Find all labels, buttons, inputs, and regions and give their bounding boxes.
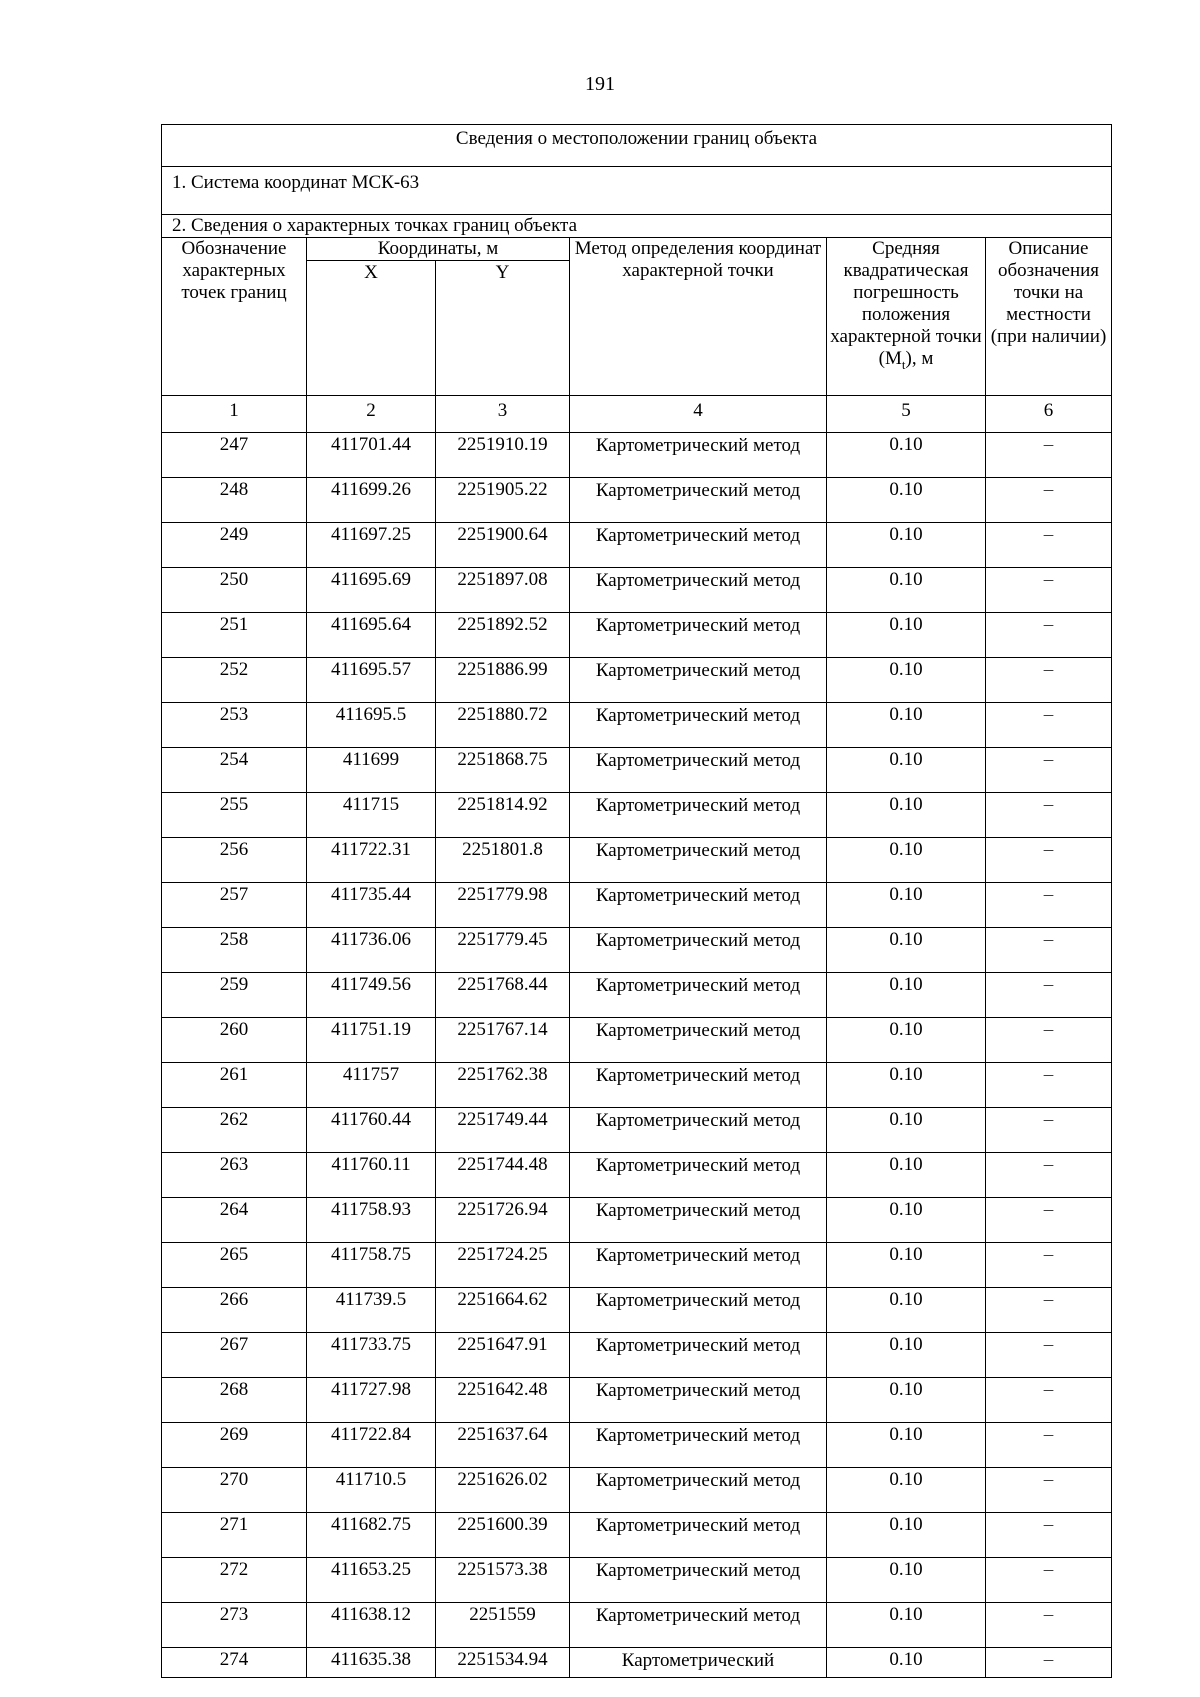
method-cell: Картометрический метод (570, 433, 827, 478)
point-id-cell: 272 (162, 1558, 307, 1603)
error-cell: 0.10 (827, 523, 986, 568)
description-cell: – (986, 613, 1112, 658)
description-cell: – (986, 793, 1112, 838)
point-id-cell: 247 (162, 433, 307, 478)
coordinate-x-cell: 411739.5 (307, 1288, 436, 1333)
point-id-cell: 253 (162, 703, 307, 748)
coordinate-x-cell: 411695.69 (307, 568, 436, 613)
table-row (162, 1378, 1112, 1423)
table-row (162, 1603, 1112, 1648)
header-x: X (307, 261, 436, 396)
error-cell: 0.10 (827, 658, 986, 703)
column-number: 1 (162, 396, 307, 433)
coordinate-y-cell: 2251559 (436, 1603, 570, 1648)
coordinate-y-cell: 2251779.45 (436, 928, 570, 973)
method-cell: Картометрический метод (570, 703, 827, 748)
description-cell: – (986, 928, 1112, 973)
description-cell: – (986, 1288, 1112, 1333)
point-id-cell: 269 (162, 1423, 307, 1468)
coordinate-y-cell: 2251647.91 (436, 1333, 570, 1378)
description-cell: – (986, 658, 1112, 703)
description-cell: – (986, 1018, 1112, 1063)
coordinate-y-cell: 2251724.25 (436, 1243, 570, 1288)
coordinate-x-cell: 411701.44 (307, 433, 436, 478)
method-cell: Картометрический метод (570, 973, 827, 1018)
description-cell: – (986, 1108, 1112, 1153)
header-error (827, 238, 986, 396)
coordinate-x-cell: 411695.57 (307, 658, 436, 703)
table-row (162, 613, 1112, 658)
point-id-cell: 258 (162, 928, 307, 973)
method-cell: Картометрический метод (570, 1018, 827, 1063)
point-id-cell: 257 (162, 883, 307, 928)
description-cell: – (986, 1153, 1112, 1198)
coordinate-x-cell: 411695.5 (307, 703, 436, 748)
coordinate-y-cell: 2251664.62 (436, 1288, 570, 1333)
coordinate-x-cell: 411697.25 (307, 523, 436, 568)
coordinate-y-cell: 2251905.22 (436, 478, 570, 523)
table-row (162, 1108, 1112, 1153)
point-id-cell: 248 (162, 478, 307, 523)
header-y: Y (436, 261, 570, 396)
table-row (162, 1018, 1112, 1063)
description-cell: – (986, 523, 1112, 568)
method-cell: Картометрический метод (570, 748, 827, 793)
coordinate-x-cell: 411695.64 (307, 613, 436, 658)
point-id-cell: 262 (162, 1108, 307, 1153)
method-cell: Картометрический метод (570, 523, 827, 568)
table-row (162, 883, 1112, 928)
error-cell: 0.10 (827, 1288, 986, 1333)
description-cell: – (986, 973, 1112, 1018)
coordinate-y-cell: 2251900.64 (436, 523, 570, 568)
table-row (162, 1288, 1112, 1333)
coordinate-y-cell: 2251767.14 (436, 1018, 570, 1063)
coordinate-x-cell: 411751.19 (307, 1018, 436, 1063)
coordinate-y-cell: 2251880.72 (436, 703, 570, 748)
error-cell: 0.10 (827, 838, 986, 883)
method-cell: Картометрический метод (570, 1423, 827, 1468)
coordinate-y-cell: 2251726.94 (436, 1198, 570, 1243)
method-cell: Картометрический метод (570, 568, 827, 613)
table-row (162, 1468, 1112, 1513)
coordinate-x-cell: 411735.44 (307, 883, 436, 928)
table-row (162, 658, 1112, 703)
header-error-unit: ), м (905, 348, 934, 369)
coordinate-x-cell: 411749.56 (307, 973, 436, 1018)
points-section-title: 2. Сведения о характерных точках границ объекта (162, 215, 1112, 238)
point-id-cell: 273 (162, 1603, 307, 1648)
point-id-cell: 251 (162, 613, 307, 658)
table-row (162, 1558, 1112, 1603)
table-row (162, 523, 1112, 568)
error-cell: 0.10 (827, 703, 986, 748)
error-cell: 0.10 (827, 1153, 986, 1198)
point-id-cell: 249 (162, 523, 307, 568)
coordinate-y-cell: 2251897.08 (436, 568, 570, 613)
column-number: 6 (986, 396, 1112, 433)
point-id-cell: 263 (162, 1153, 307, 1198)
coordinate-y-cell: 2251910.19 (436, 433, 570, 478)
table-row (162, 1063, 1112, 1108)
method-cell: Картометрический метод (570, 658, 827, 703)
coordinate-x-cell: 411757 (307, 1063, 436, 1108)
error-cell: 0.10 (827, 1468, 986, 1513)
coordinate-x-cell: 411722.31 (307, 838, 436, 883)
coordinate-x-cell: 411758.75 (307, 1243, 436, 1288)
method-cell: Картометрический метод (570, 1333, 827, 1378)
method-cell: Картометрический метод (570, 1198, 827, 1243)
coordinate-x-cell: 411758.93 (307, 1198, 436, 1243)
method-cell: Картометрический метод (570, 1603, 827, 1648)
coordinate-x-cell: 411638.12 (307, 1603, 436, 1648)
coordinate-x-cell: 411635.38 (307, 1648, 436, 1678)
coordinate-x-cell: 411653.25 (307, 1558, 436, 1603)
coordinate-y-cell: 2251814.92 (436, 793, 570, 838)
description-cell: – (986, 1558, 1112, 1603)
point-id-cell: 265 (162, 1243, 307, 1288)
table-title: Сведения о местоположении границ объекта (162, 125, 1112, 167)
coordinate-x-cell: 411760.11 (307, 1153, 436, 1198)
table-row (162, 928, 1112, 973)
method-cell: Картометрический метод (570, 928, 827, 973)
error-cell: 0.10 (827, 793, 986, 838)
point-id-cell: 259 (162, 973, 307, 1018)
method-cell: Картометрический метод (570, 1288, 827, 1333)
point-id-cell: 255 (162, 793, 307, 838)
point-id-cell: 260 (162, 1018, 307, 1063)
coordinate-y-cell: 2251749.44 (436, 1108, 570, 1153)
table-row (162, 1423, 1112, 1468)
coordinate-x-cell: 411715 (307, 793, 436, 838)
coordinate-y-cell: 2251744.48 (436, 1153, 570, 1198)
header-error-text: Средняя квадратическая погрешность положения характерной точки (M (830, 238, 982, 369)
point-id-cell: 264 (162, 1198, 307, 1243)
description-cell: – (986, 1378, 1112, 1423)
coordinate-x-cell: 411682.75 (307, 1513, 436, 1558)
coordinate-system: 1. Система координат МСК-63 (162, 167, 1112, 215)
method-cell: Картометрический метод (570, 1468, 827, 1513)
point-id-cell: 254 (162, 748, 307, 793)
method-cell: Картометрический метод (570, 883, 827, 928)
column-numbers-row (162, 396, 1112, 433)
coordinate-x-cell: 411710.5 (307, 1468, 436, 1513)
point-id-cell: 256 (162, 838, 307, 883)
table-row (162, 568, 1112, 613)
description-cell: – (986, 478, 1112, 523)
point-id-cell: 268 (162, 1378, 307, 1423)
description-cell: – (986, 568, 1112, 613)
point-id-cell: 261 (162, 1063, 307, 1108)
page-number: 191 (585, 73, 615, 95)
coordinate-y-cell: 2251642.48 (436, 1378, 570, 1423)
coordinate-y-cell: 2251801.8 (436, 838, 570, 883)
method-cell: Картометрический метод (570, 478, 827, 523)
point-id-cell: 274 (162, 1648, 307, 1678)
method-cell: Картометрический метод (570, 1153, 827, 1198)
error-cell: 0.10 (827, 748, 986, 793)
coordinate-y-cell: 2251626.02 (436, 1468, 570, 1513)
coordinate-y-cell: 2251573.38 (436, 1558, 570, 1603)
error-cell: 0.10 (827, 1558, 986, 1603)
method-cell: Картометрический метод (570, 838, 827, 883)
point-id-cell: 267 (162, 1333, 307, 1378)
error-cell: 0.10 (827, 928, 986, 973)
header-coordinates: Координаты, м (307, 238, 570, 261)
error-cell: 0.10 (827, 1423, 986, 1468)
header-error-subscript: t (901, 356, 906, 372)
method-cell: Картометрический метод (570, 793, 827, 838)
description-cell: – (986, 838, 1112, 883)
error-cell: 0.10 (827, 1603, 986, 1648)
coordinate-y-cell: 2251534.94 (436, 1648, 570, 1678)
description-cell: – (986, 1423, 1112, 1468)
description-cell: – (986, 703, 1112, 748)
table-row (162, 1513, 1112, 1558)
column-number: 4 (570, 396, 827, 433)
error-cell: 0.10 (827, 1333, 986, 1378)
coordinate-y-cell: 2251762.38 (436, 1063, 570, 1108)
error-cell: 0.10 (827, 1378, 986, 1423)
coordinate-x-cell: 411760.44 (307, 1108, 436, 1153)
header-method: Метод определения координат характерной точки (570, 238, 827, 396)
error-cell: 0.10 (827, 1063, 986, 1108)
table-row (162, 1198, 1112, 1243)
description-cell: – (986, 433, 1112, 478)
method-cell: Картометрический метод (570, 613, 827, 658)
header-designation: Обозначение характерных точек границ (162, 238, 307, 396)
table-row (162, 838, 1112, 883)
coordinate-y-cell: 2251779.98 (436, 883, 570, 928)
header-description: Описание обозначения точки на местности (при наличии) (986, 238, 1112, 396)
point-id-cell: 266 (162, 1288, 307, 1333)
coordinate-y-cell: 2251600.39 (436, 1513, 570, 1558)
table-row (162, 1648, 1112, 1678)
column-number: 2 (307, 396, 436, 433)
error-cell: 0.10 (827, 1198, 986, 1243)
method-cell: Картометрический метод (570, 1243, 827, 1288)
coordinate-x-cell: 411722.84 (307, 1423, 436, 1468)
coordinate-x-cell: 411699.26 (307, 478, 436, 523)
description-cell: – (986, 1603, 1112, 1648)
coordinate-y-cell: 2251868.75 (436, 748, 570, 793)
table-row (162, 1153, 1112, 1198)
table-row (162, 478, 1112, 523)
description-cell: – (986, 1468, 1112, 1513)
method-cell: Картометрический (570, 1648, 827, 1678)
table-row (162, 1243, 1112, 1288)
point-id-cell: 252 (162, 658, 307, 703)
coordinate-x-cell: 411699 (307, 748, 436, 793)
description-cell: – (986, 1648, 1112, 1678)
error-cell: 0.10 (827, 478, 986, 523)
column-number: 5 (827, 396, 986, 433)
description-cell: – (986, 748, 1112, 793)
point-id-cell: 271 (162, 1513, 307, 1558)
method-cell: Картометрический метод (570, 1558, 827, 1603)
error-cell: 0.10 (827, 883, 986, 928)
error-cell: 0.10 (827, 568, 986, 613)
description-cell: – (986, 1063, 1112, 1108)
error-cell: 0.10 (827, 613, 986, 658)
method-cell: Картометрический метод (570, 1513, 827, 1558)
error-cell: 0.10 (827, 433, 986, 478)
coordinate-x-cell: 411727.98 (307, 1378, 436, 1423)
description-cell: – (986, 1198, 1112, 1243)
coordinate-x-cell: 411733.75 (307, 1333, 436, 1378)
table-row (162, 1333, 1112, 1378)
point-id-cell: 250 (162, 568, 307, 613)
coordinate-y-cell: 2251768.44 (436, 973, 570, 1018)
description-cell: – (986, 1243, 1112, 1288)
column-number: 3 (436, 396, 570, 433)
description-cell: – (986, 1513, 1112, 1558)
error-cell: 0.10 (827, 1648, 986, 1678)
table-row (162, 703, 1112, 748)
table-row (162, 433, 1112, 478)
boundary-points-table (161, 124, 1112, 1678)
method-cell: Картометрический метод (570, 1063, 827, 1108)
coordinate-y-cell: 2251892.52 (436, 613, 570, 658)
error-cell: 0.10 (827, 1243, 986, 1288)
description-cell: – (986, 1333, 1112, 1378)
table-row (162, 793, 1112, 838)
description-cell: – (986, 883, 1112, 928)
error-cell: 0.10 (827, 973, 986, 1018)
table-row (162, 748, 1112, 793)
error-cell: 0.10 (827, 1018, 986, 1063)
error-cell: 0.10 (827, 1108, 986, 1153)
method-cell: Картометрический метод (570, 1378, 827, 1423)
error-cell: 0.10 (827, 1513, 986, 1558)
table-row (162, 973, 1112, 1018)
coordinate-y-cell: 2251637.64 (436, 1423, 570, 1468)
point-id-cell: 270 (162, 1468, 307, 1513)
coordinate-y-cell: 2251886.99 (436, 658, 570, 703)
method-cell: Картометрический метод (570, 1108, 827, 1153)
coordinate-x-cell: 411736.06 (307, 928, 436, 973)
